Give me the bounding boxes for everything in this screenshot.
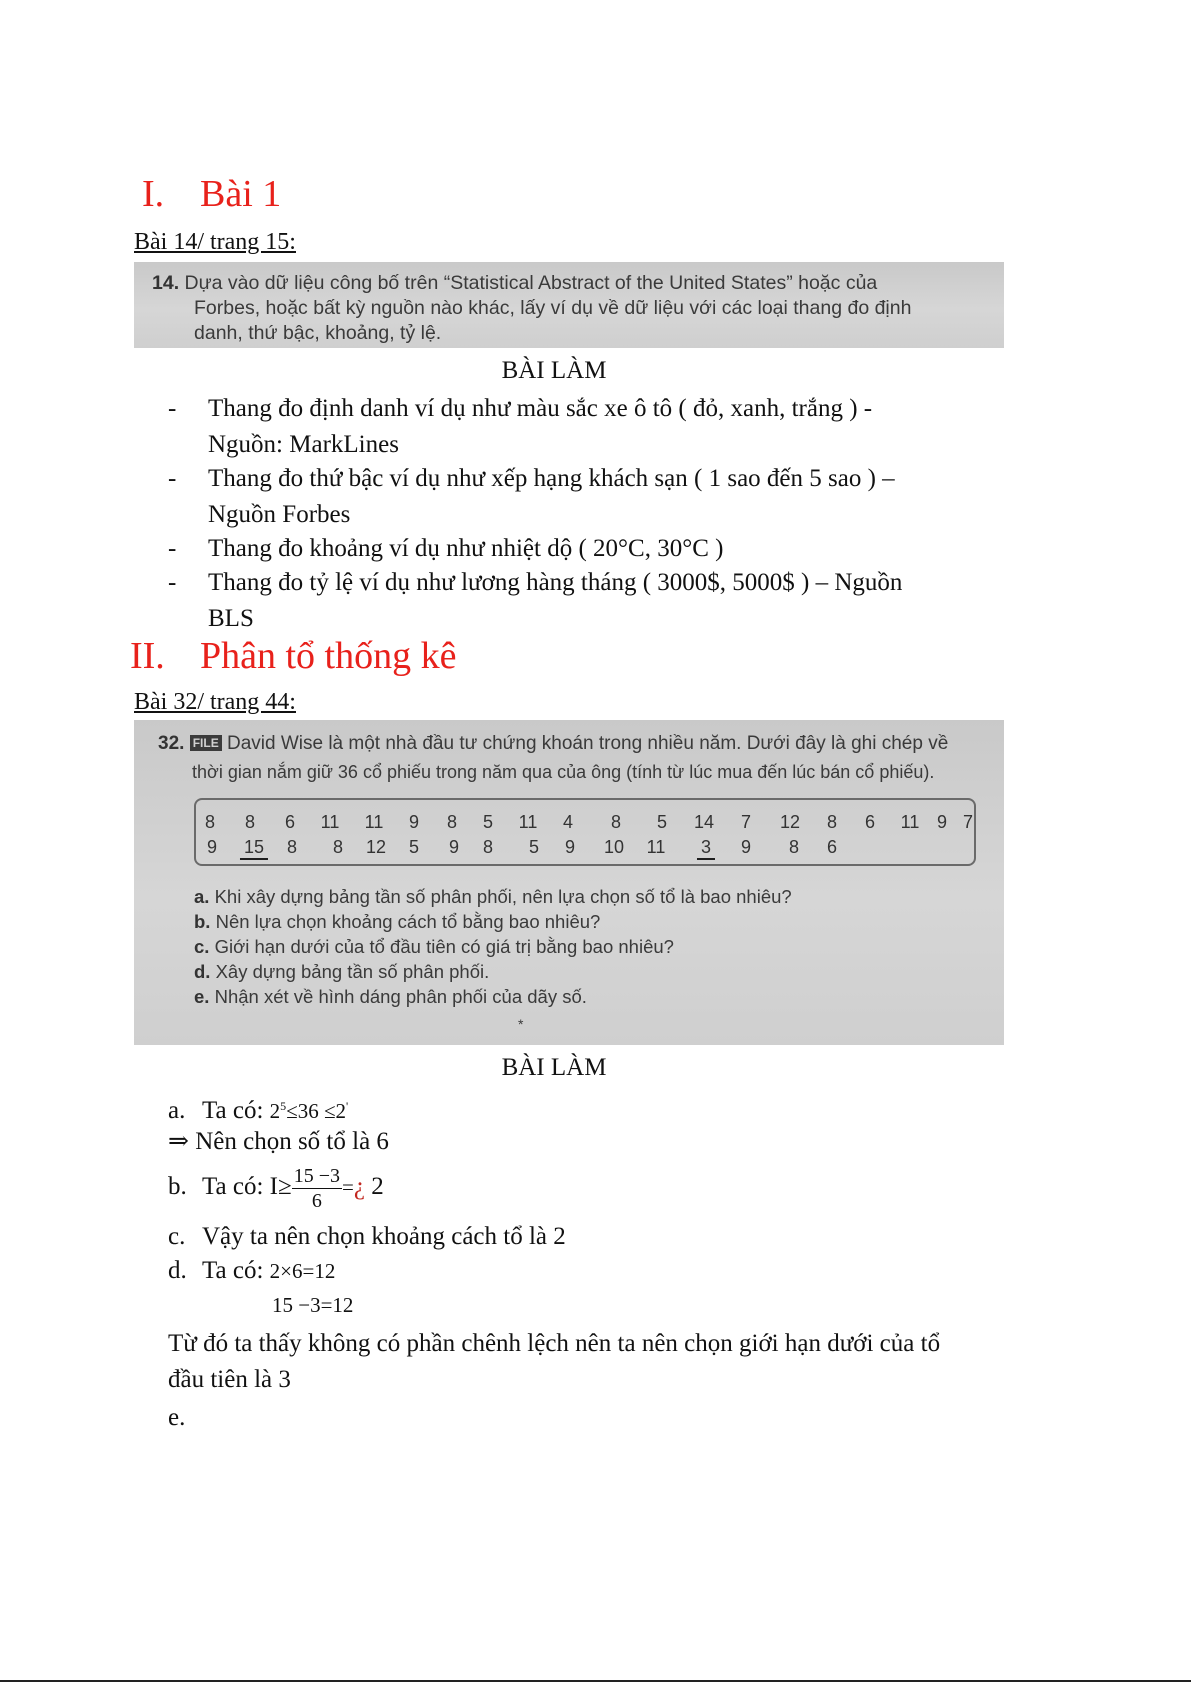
data-value-r1-18: 11	[900, 812, 920, 832]
work-e: e.	[168, 1404, 186, 1431]
problem-14-text	[152, 271, 911, 346]
data-value-r2-16: 6	[826, 837, 838, 857]
file-badge: FILE	[190, 735, 222, 751]
work-d-note: Từ đó ta thấy không có phần chênh lệch nên ta nên chọn giới hạn dưới của tổ đầu tiên là 3	[168, 1330, 941, 1393]
question-e: e. Nhận xét về hình dáng phân phối của dãy số.	[194, 986, 587, 1007]
question-c: c. Giới hạn dưới của tổ đầu tiên có giá trị bằng bao nhiêu?	[194, 936, 674, 957]
list-item: - Thang đo khoảng ví dụ như nhiệt dộ ( 20°C, 30°C )	[138, 531, 998, 567]
question-a: a. Khi xây dựng bảng tần số phân phối, nên lựa chọn số tổ là bao nhiêu?	[194, 886, 792, 907]
data-value-r2-15: 8	[788, 837, 800, 857]
data-value-r2-3: 8	[286, 837, 298, 857]
data-value-r1-11: 8	[610, 812, 622, 832]
answer-heading-1: BÀI LÀM	[501, 357, 607, 384]
data-value-r1-5: 11	[364, 812, 384, 832]
data-value-r1-13: 14	[693, 812, 715, 832]
data-value-r2-9: 5	[528, 837, 540, 857]
problem-32-line1: David Wise là một nhà đầu tư chứng khoán trong nhiều năm. Dưới đây là ghi chép về	[226, 733, 949, 754]
data-value-r1-12: 5	[656, 812, 668, 832]
data-value-r1-6: 9	[408, 812, 420, 832]
data-value-r1-7: 8	[446, 812, 458, 832]
data-value-r1-10: 4	[562, 812, 574, 832]
data-value-r1-20: 7	[962, 812, 974, 832]
section-2-roman: II.	[130, 635, 165, 677]
data-value-r2-14: 9	[740, 837, 752, 857]
data-value-r1-2: 8	[244, 812, 256, 832]
work-d-eq2: 15 −3=12	[272, 1293, 354, 1317]
problem-14-line1: Dựa vào dữ liệu công bố trên “Statistical Abstract of the United States” hoặc của	[184, 272, 878, 294]
section-1-title: Bài 1	[200, 173, 282, 215]
data-value-r2-10: 9	[564, 837, 576, 857]
data-value-r1-17: 6	[864, 812, 876, 832]
problem-14-image	[134, 262, 1004, 348]
data-value-r2-4: 8	[332, 837, 344, 857]
data-row-2	[196, 837, 974, 859]
data-value-r2-2: 15	[240, 837, 268, 860]
problem-32-image	[134, 720, 1004, 1045]
work-a: a. Ta có: $2^5\le 36 \le 2'$	[168, 1097, 349, 1124]
list-item: - Thang đo thứ bậc ví dụ như xếp hạng khách sạn ( 1 sao đến 5 sao ) – Nguồn Forbes	[138, 461, 998, 533]
exercise-14-label: Bài 14/ trang 15:	[134, 229, 296, 255]
section-2-heading	[130, 634, 456, 678]
problem-14-number: 14.	[152, 272, 180, 294]
data-row-1	[196, 812, 974, 834]
data-value-r1-9: 11	[518, 812, 538, 832]
data-values-box	[194, 798, 976, 866]
data-value-r1-8: 5	[482, 812, 494, 832]
work-b: b. Ta có: I≥ $\frac{15 -3}{6}$ =¿ 2	[168, 1165, 384, 1212]
data-value-r1-1: 8	[204, 812, 216, 832]
data-value-r1-14: 7	[740, 812, 752, 832]
work-d: d. Ta có: 2×6=12	[168, 1257, 336, 1284]
data-value-r2-13: 3	[697, 837, 715, 860]
work-a-conclusion: ⇒ Nên chọn số tổ là 6	[168, 1128, 389, 1155]
work-c: c. Vậy ta nên chọn khoảng cách tổ là 2	[168, 1223, 566, 1250]
problem-32-line2: thời gian nắm giữ 36 cổ phiếu trong năm qua của ông (tính từ lúc mua đến lúc bán cổ phiếu).	[192, 762, 935, 782]
list-item: - Thang đo tỷ lệ ví dụ như lương hàng tháng ( 3000$, 5000$ ) – Nguồn BLS	[138, 565, 998, 637]
answer-heading-2: BÀI LÀM	[501, 1054, 607, 1081]
data-value-r2-1: 9	[206, 837, 218, 857]
data-value-r2-6: 5	[408, 837, 420, 857]
answer-list-1	[138, 391, 998, 637]
exercise-32-label: Bài 32/ trang 44:	[134, 689, 296, 715]
section-1-heading	[142, 172, 281, 216]
data-value-r1-15: 12	[779, 812, 801, 832]
question-d: d. Xây dựng bảng tần số phân phối.	[194, 961, 490, 982]
problem-32-number: 32.	[158, 733, 185, 754]
data-value-r2-11: 10	[603, 837, 625, 857]
problem-32-questions	[194, 884, 792, 1009]
page-bottom-rule	[0, 1680, 1191, 1682]
stray-mark: *	[518, 1016, 524, 1032]
data-value-r2-8: 8	[482, 837, 494, 857]
data-value-r1-16: 8	[826, 812, 838, 832]
data-value-r1-4: 11	[320, 812, 340, 832]
question-b: b. Nên lựa chọn khoảng cách tổ bằng bao nhiêu?	[194, 911, 601, 932]
data-value-r1-3: 6	[284, 812, 296, 832]
data-value-r2-5: 12	[365, 837, 387, 857]
problem-14-line3: danh, thứ bậc, khoảng, tỷ lệ.	[194, 322, 442, 344]
section-1-roman: I.	[142, 173, 165, 215]
problem-32-intro	[158, 730, 948, 787]
data-value-r2-12: 11	[646, 837, 666, 857]
section-2-title: Phân tổ thống kê	[200, 635, 457, 677]
inequality-a: $2^5\le 36 \le 2'$	[269, 1099, 349, 1123]
data-value-r1-19: 9	[936, 812, 948, 832]
problem-14-line2: Forbes, hoặc bất kỳ nguồn nào khác, lấy ví dụ về dữ liệu với các loại thang đo định	[194, 297, 912, 319]
list-item: - Thang đo định danh ví dụ như màu sắc xe ô tô ( đỏ, xanh, trắng ) - Nguồn: MarkLines	[138, 391, 998, 463]
data-value-r2-7: 9	[448, 837, 460, 857]
fraction: $\frac{15 -3}{6}$	[293, 1165, 340, 1212]
